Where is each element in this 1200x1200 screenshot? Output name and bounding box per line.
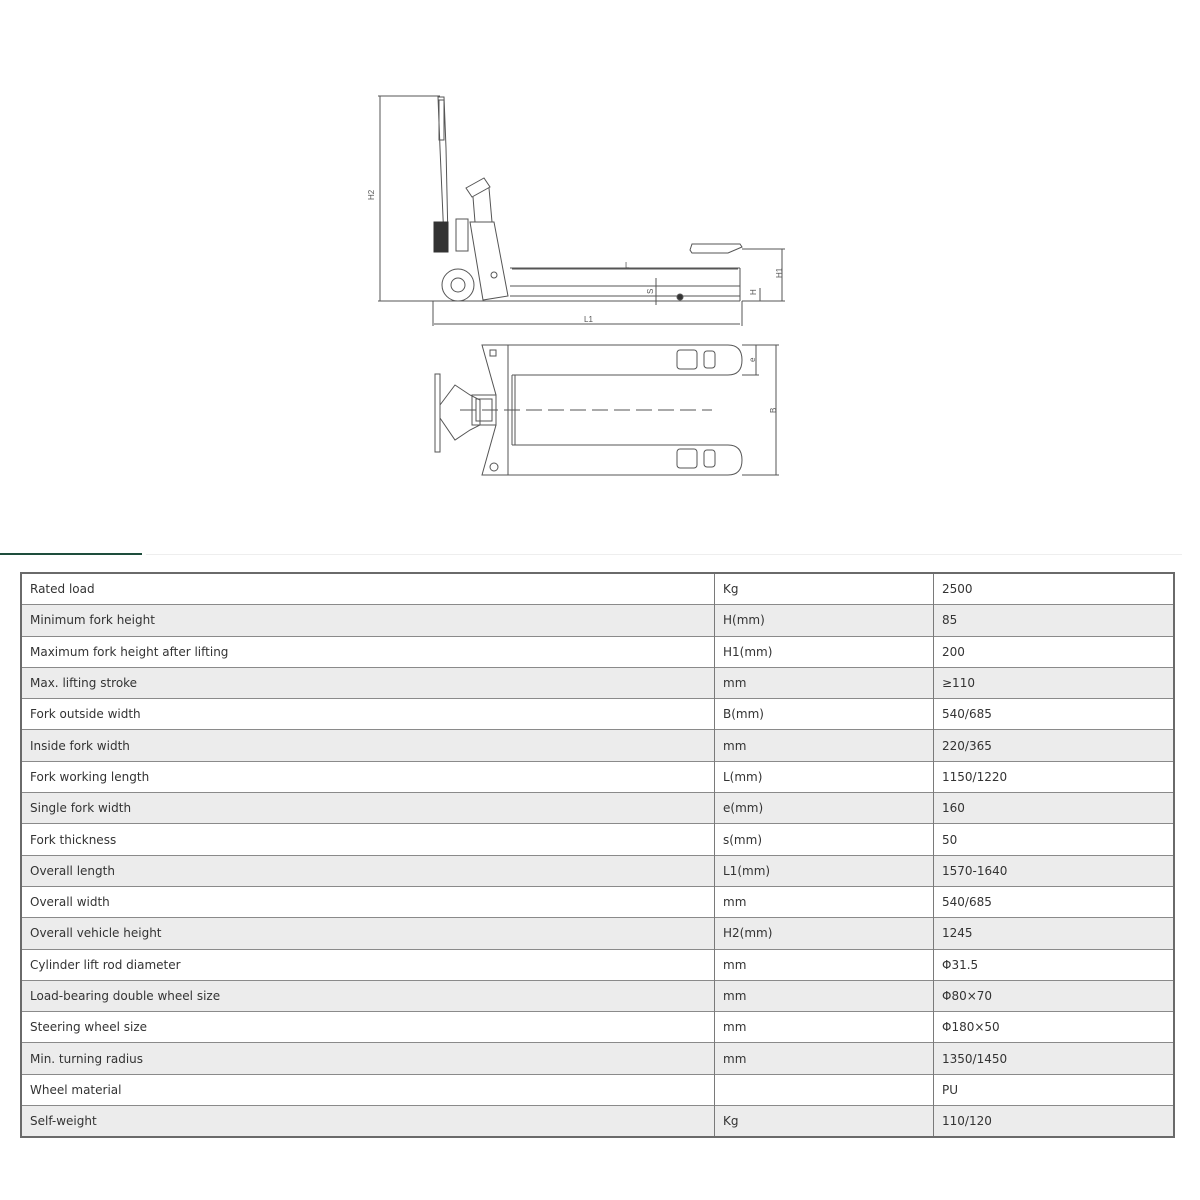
dim-label-h1: H1 (775, 267, 784, 278)
dim-label-e: e (748, 357, 757, 362)
value-cell: PU (934, 1074, 1175, 1105)
unit-cell (715, 1074, 934, 1105)
value-cell: 50 (934, 824, 1175, 855)
value-cell: Φ180×50 (934, 1012, 1175, 1043)
table-row (21, 1074, 1174, 1105)
unit-cell: Kg (715, 573, 934, 605)
unit-cell: L1(mm) (715, 855, 934, 886)
parameter-cell: Fork outside width (21, 699, 715, 730)
unit-cell: L(mm) (715, 761, 934, 792)
parameter-cell: Cylinder lift rod diameter (21, 949, 715, 980)
parameter-cell: Minimum fork height (21, 605, 715, 636)
table-row (21, 1043, 1174, 1074)
unit-cell: H2(mm) (715, 918, 934, 949)
unit-cell: s(mm) (715, 824, 934, 855)
table-row (21, 980, 1174, 1011)
parameter-cell: Fork thickness (21, 824, 715, 855)
value-cell: 110/120 (934, 1106, 1175, 1138)
dim-label-l1: L1 (584, 315, 593, 324)
parameter-cell: Load-bearing double wheel size (21, 980, 715, 1011)
unit-cell: e(mm) (715, 793, 934, 824)
unit-cell: mm (715, 886, 934, 917)
unit-cell: B(mm) (715, 699, 934, 730)
dim-label-l: L (625, 261, 630, 270)
unit-cell: mm (715, 980, 934, 1011)
value-cell: 200 (934, 636, 1175, 667)
unit-cell: mm (715, 1012, 934, 1043)
dim-label-h2: H2 (367, 189, 376, 200)
unit-cell: H(mm) (715, 605, 934, 636)
dim-label-s: S (646, 288, 655, 294)
table-row (21, 699, 1174, 730)
unit-cell: mm (715, 949, 934, 980)
value-cell: 1570-1640 (934, 855, 1175, 886)
parameter-cell: Overall width (21, 886, 715, 917)
pallet-truck-technical-drawing (0, 0, 1200, 545)
table-row (21, 855, 1174, 886)
dim-label-b: B (769, 407, 778, 413)
side-view (367, 96, 785, 326)
value-cell: 160 (934, 793, 1175, 824)
parameter-cell: Inside fork width (21, 730, 715, 761)
table-row (21, 761, 1174, 792)
parameter-cell: Overall vehicle height (21, 918, 715, 949)
value-cell: 540/685 (934, 699, 1175, 730)
value-cell: 1350/1450 (934, 1043, 1175, 1074)
parameter-cell: Fork working length (21, 761, 715, 792)
value-cell: 540/685 (934, 886, 1175, 917)
parameter-cell: Overall length (21, 855, 715, 886)
parameter-cell: Min. turning radius (21, 1043, 715, 1074)
parameter-cell: Self-weight (21, 1106, 715, 1138)
parameter-cell: Maximum fork height after lifting (21, 636, 715, 667)
value-cell: 1150/1220 (934, 761, 1175, 792)
parameter-cell: Wheel material (21, 1074, 715, 1105)
dim-label-h: H (749, 289, 758, 295)
table-row (21, 1106, 1174, 1138)
table-row (21, 1012, 1174, 1043)
table-row (21, 605, 1174, 636)
table-row (21, 667, 1174, 698)
table-row (21, 793, 1174, 824)
parameter-cell: Rated load (30, 582, 95, 597)
unit-cell: mm (715, 730, 934, 761)
value-cell: Φ80×70 (934, 980, 1175, 1011)
table-row (21, 918, 1174, 949)
table-row (21, 824, 1174, 855)
parameter-cell: Max. lifting stroke (21, 667, 715, 698)
parameter-cell: Steering wheel size (21, 1012, 715, 1043)
value-cell: 1245 (934, 918, 1175, 949)
section-divider-accent (0, 553, 142, 555)
value-cell: Φ31.5 (934, 949, 1175, 980)
unit-cell: mm (715, 1043, 934, 1074)
parameter-cell: Single fork width (21, 793, 715, 824)
table-row (21, 573, 1174, 605)
unit-cell: H1(mm) (715, 636, 934, 667)
specification-table (20, 572, 1175, 1138)
unit-cell: mm (715, 667, 934, 698)
unit-cell: Kg (715, 1106, 934, 1138)
table-row (21, 949, 1174, 980)
top-view (435, 345, 779, 475)
table-row (21, 636, 1174, 667)
value-cell: 2500 (934, 573, 1175, 605)
table-row (21, 730, 1174, 761)
value-cell: ≥110 (934, 667, 1175, 698)
section-divider (146, 554, 1182, 555)
value-cell: 85 (934, 605, 1175, 636)
value-cell: 220/365 (934, 730, 1175, 761)
table-row (21, 886, 1174, 917)
